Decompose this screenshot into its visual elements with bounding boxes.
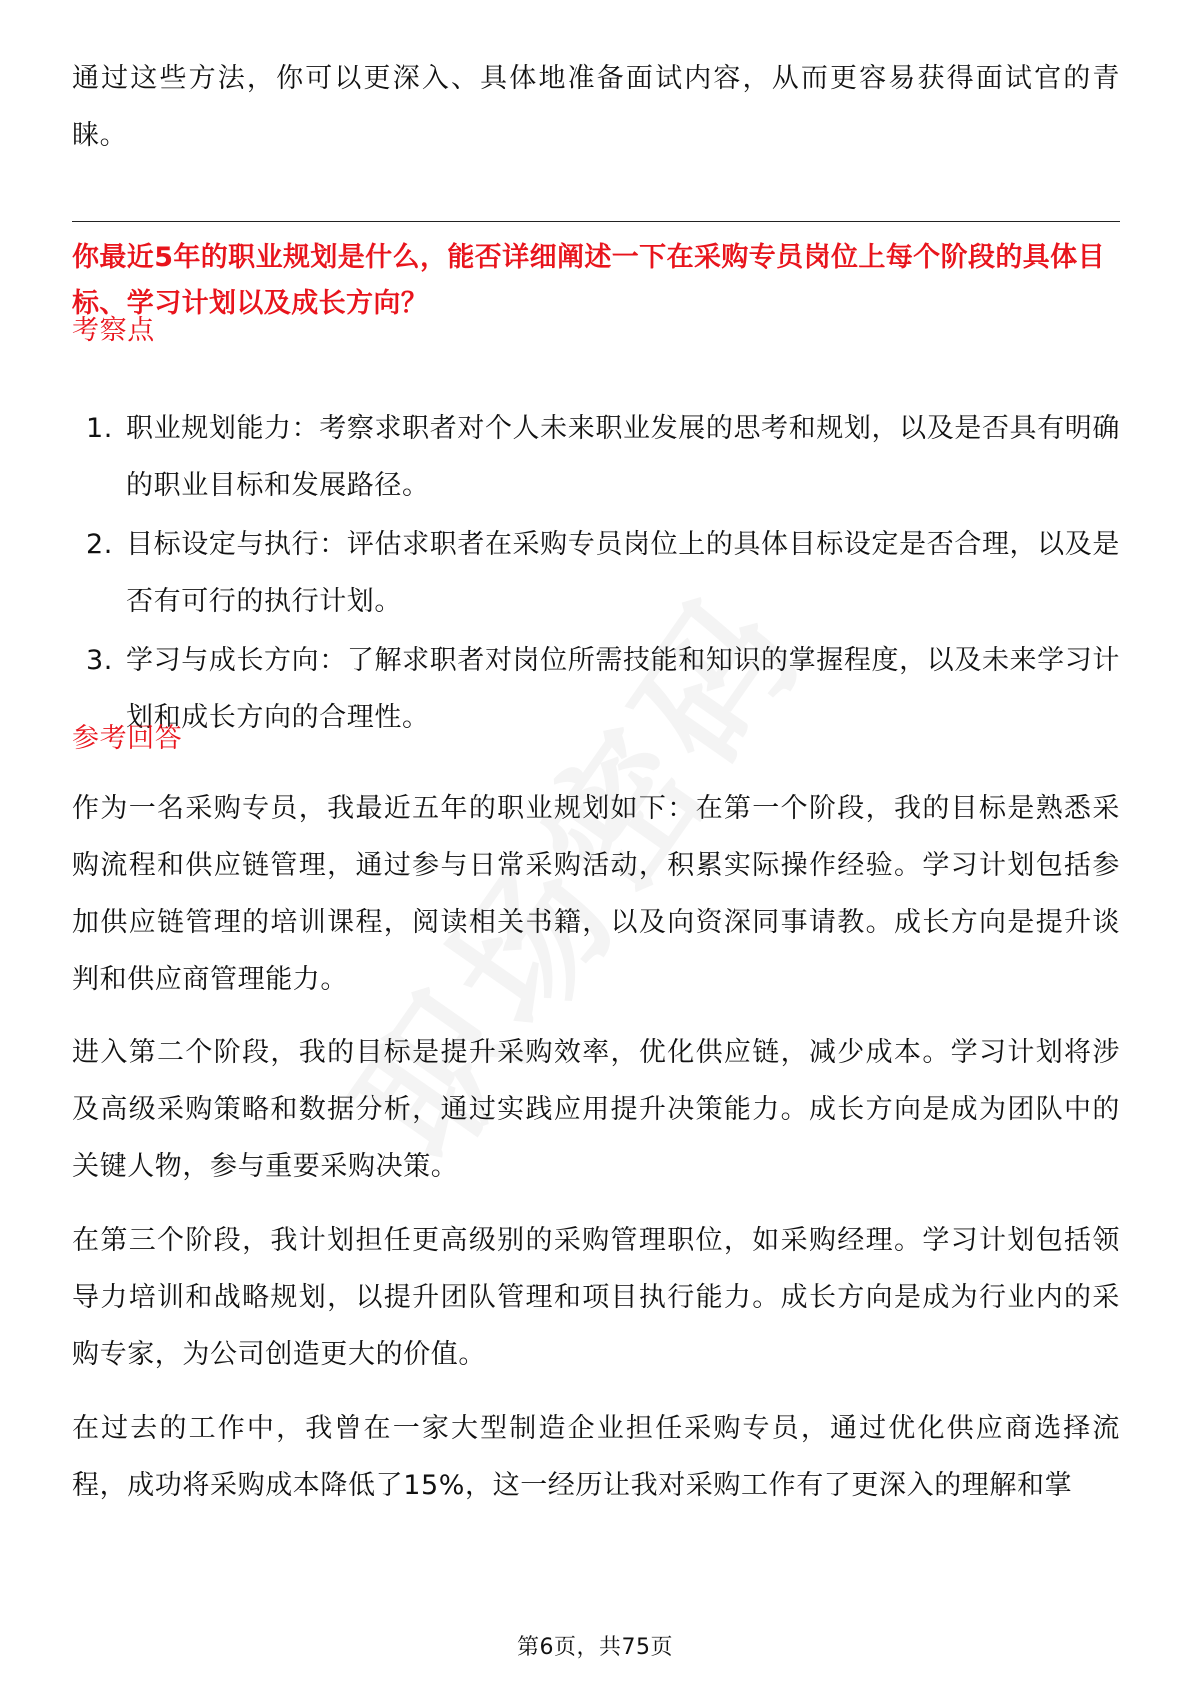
page-number: 第6页，共75页 xyxy=(517,1635,673,1660)
list-item xyxy=(72,632,1120,746)
section-divider xyxy=(72,221,1120,222)
list-number: 1. xyxy=(86,413,113,444)
list-item xyxy=(72,516,1120,630)
intro-paragraph: 通过这些方法，你可以更深入、具体地准备面试内容，从而更容易获得面试官的青睐。 xyxy=(72,63,1120,151)
list-item-text: 目标设定与执行：评估求职者在采购专员岗位上的具体目标设定是否合理，以及是否有可行的执行计划。 xyxy=(126,529,1120,617)
list-item-text: 学习与成长方向：了解求职者对岗位所需技能和知识的掌握程度，以及未来学习计划和成长方向的合理性。 xyxy=(126,645,1120,733)
answer-paragraph: 在第三个阶段，我计划担任更高级别的采购管理职位，如采购经理。学习计划包括领导力培训和战略规划，以提升团队管理和项目执行能力。成长方向是成为行业内的采购专家，为公司创造更大的价值。 xyxy=(72,1225,1120,1370)
list-number: 3. xyxy=(86,645,113,676)
interview-question: 你最近5年的职业规划是什么，能否详细阐述一下在采购专员岗位上每个阶段的具体目标、学习计划以及成长方向？ xyxy=(72,242,1105,319)
answer-paragraph: 进入第二个阶段，我的目标是提升采购效率，优化供应链，减少成本。学习计划将涉及高级采购策略和数据分析，通过实践应用提升决策能力。成长方向是成为团队中的关键人物，参与重要采购决策。 xyxy=(72,1037,1120,1182)
assessment-heading: 考察点 xyxy=(72,315,155,346)
answer-heading: 参考回答 xyxy=(72,723,183,754)
list-item-text: 职业规划能力：考察求职者对个人未来职业发展的思考和规划，以及是否具有明确的职业目标和发展路径。 xyxy=(126,413,1120,501)
answer-paragraph: 在过去的工作中，我曾在一家大型制造企业担任采购专员，通过优化供应商选择流程，成功将采购成本降低了15%，这一经历让我对采购工作有了更深入的理解和掌 xyxy=(72,1413,1120,1501)
list-number: 2. xyxy=(86,529,113,560)
assessment-list xyxy=(72,400,1120,748)
answer-paragraph: 作为一名采购专员，我最近五年的职业规划如下：在第一个阶段，我的目标是熟悉采购流程和供应链管理，通过参与日常采购活动，积累实际操作经验。学习计划包括参加供应链管理的培训课程，阅读相关书籍，以及向资深同事请教。成长方向是提升谈判和供应商管理能力。 xyxy=(72,793,1120,995)
list-item xyxy=(72,400,1120,514)
